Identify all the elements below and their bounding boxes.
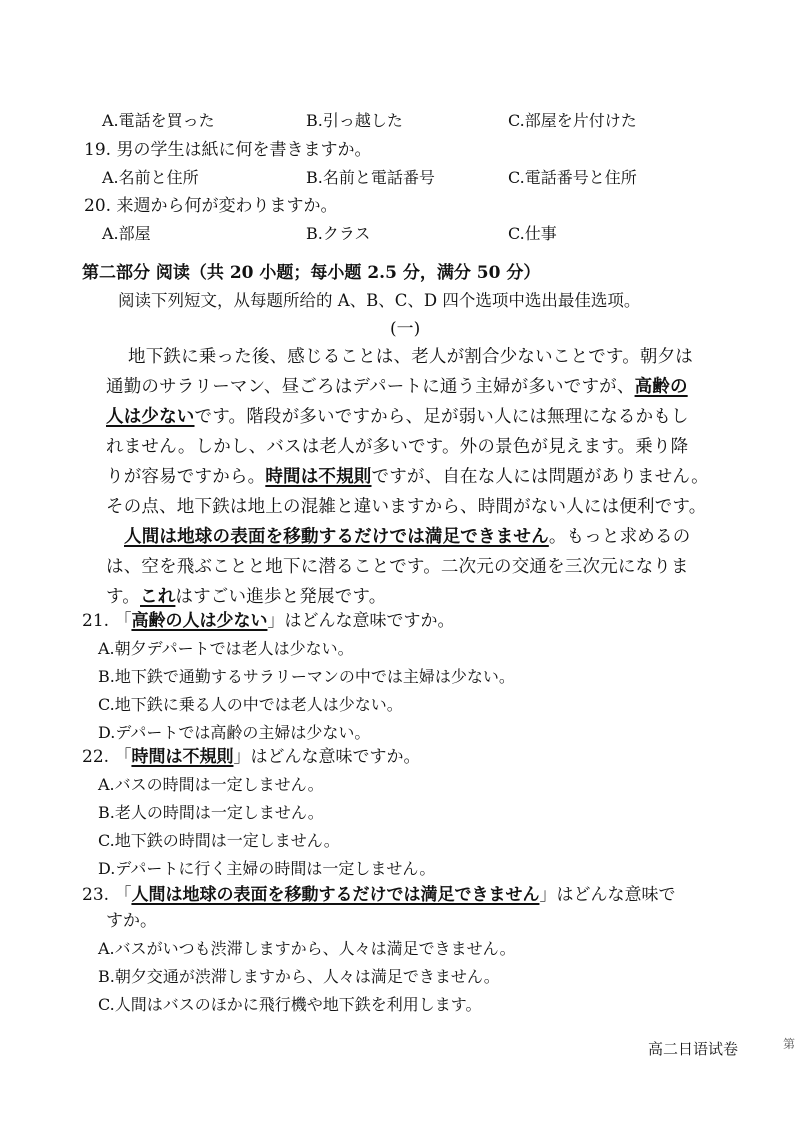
q19-option-a: A.名前と住所 (102, 168, 199, 187)
passage-line-3: 人は少ないです。階段が多いですから、足が弱い人には無理になるかもし (106, 407, 689, 427)
q22-option-a: A.バスの時間は一定しません。 (98, 775, 324, 794)
q22-stem: 22. 「時間は不規則」はどんな意味ですか。 (82, 747, 421, 767)
footer-label: 高二日语试卷 (648, 1040, 739, 1058)
footer-page-edge: 第 (783, 1037, 796, 1051)
underline-elderly-1: 高齢の (634, 377, 688, 397)
passage-line-8: は、空を飛ぶことと地下に潜ることです。二次元の交通を三次元になりま (106, 557, 689, 577)
q19-stem: 19. 男の学生は紙に何を書きますか。 (84, 140, 372, 160)
section-instruction: 阅读下列短文，从每题所给的 A、B、C、D 四个选项中选出最佳选项。 (118, 291, 641, 310)
passage-line-6: その点、地下鉄は地上の混雑と違いますから、時間がない人には便利です。 (106, 497, 707, 517)
passage-line-2: 通勤のサラリーマン、昼ごろはデパートに通う主婦が多いですが、高齢の (106, 377, 688, 397)
q22-option-d: D.デパートに行く主婦の時間は一定しません。 (98, 859, 436, 878)
q21-stem: 21. 「高齢の人は少ない」はどんな意味ですか。 (82, 611, 455, 631)
passage-number: (一) (390, 319, 421, 339)
q22-option-c: C.地下鉄の時間は一定しません。 (98, 831, 340, 850)
q20-stem: 20. 来週から何が変わりますか。 (84, 196, 338, 216)
q19-option-c: C.電話番号と住所 (508, 168, 637, 187)
q20-option-c: C.仕事 (508, 224, 557, 243)
passage-line-5: りが容易ですから。時間は不規則ですが、自在な人には問題がありません。 (106, 467, 709, 487)
q22-option-b: B.老人の時間は一定しません。 (98, 803, 324, 822)
underline-elderly-2: 人は少ない (106, 407, 195, 427)
passage-line-9: す。これはすごい進歩と発展です。 (106, 587, 387, 607)
q18-option-c: C.部屋を片付けた (508, 111, 637, 130)
q21-option-a: A.朝夕デパートでは老人は少ない。 (98, 639, 354, 658)
q23-stem-continuation: すか。 (106, 911, 157, 931)
underline-kore: これ (140, 587, 176, 607)
q21-option-c: C.地下鉄に乗る人の中では老人は少ない。 (98, 695, 403, 714)
q18-option-b: B.引っ越した (306, 111, 403, 130)
q20-option-b: B.クラス (306, 224, 371, 243)
q20-option-a: A.部屋 (102, 224, 151, 243)
q21-option-d: D.デパートでは高齢の主婦は少ない。 (98, 723, 371, 742)
q22-quote: 時間は不規則 (131, 747, 234, 767)
q23-stem: 23. 「人間は地球の表面を移動するだけでは満足できません」はどんな意味で (82, 885, 676, 905)
q21-option-b: B.地下鉄で通勤するサラリーマンの中では主婦は少ない。 (98, 667, 515, 686)
q23-option-b: B.朝夕交通が渋滞しますから、人々は満足できません。 (98, 967, 500, 986)
underline-human-movement: 人間は地球の表面を移動するだけでは満足できません (124, 527, 549, 547)
passage-line-1: 地下鉄に乗った後、感じることは、老人が割合少ないことです。朝夕は (128, 347, 693, 367)
q21-quote: 高齢の人は少ない (131, 611, 268, 631)
q23-option-a: A.バスがいつも渋滞しますから、人々は満足できません。 (98, 939, 516, 958)
section-heading: 第二部分 阅读（共 20 小题；每小题 2.5 分，满分 50 分） (82, 263, 541, 283)
q18-option-a: A.電話を買った (102, 111, 215, 130)
q19-option-b: B.名前と電話番号 (306, 168, 435, 187)
q23-quote: 人間は地球の表面を移動するだけでは満足できません (131, 885, 540, 905)
passage-line-7: 人間は地球の表面を移動するだけでは満足できません。もっと求めるの (124, 527, 691, 547)
passage-line-4: れません。しかし、バスは老人が多いです。外の景色が見えます。乗り降 (106, 437, 689, 457)
q23-option-c: C.人間はバスのほかに飛行機や地下鉄を利用します。 (98, 995, 482, 1014)
underline-irregular-time: 時間は不規則 (265, 467, 372, 487)
